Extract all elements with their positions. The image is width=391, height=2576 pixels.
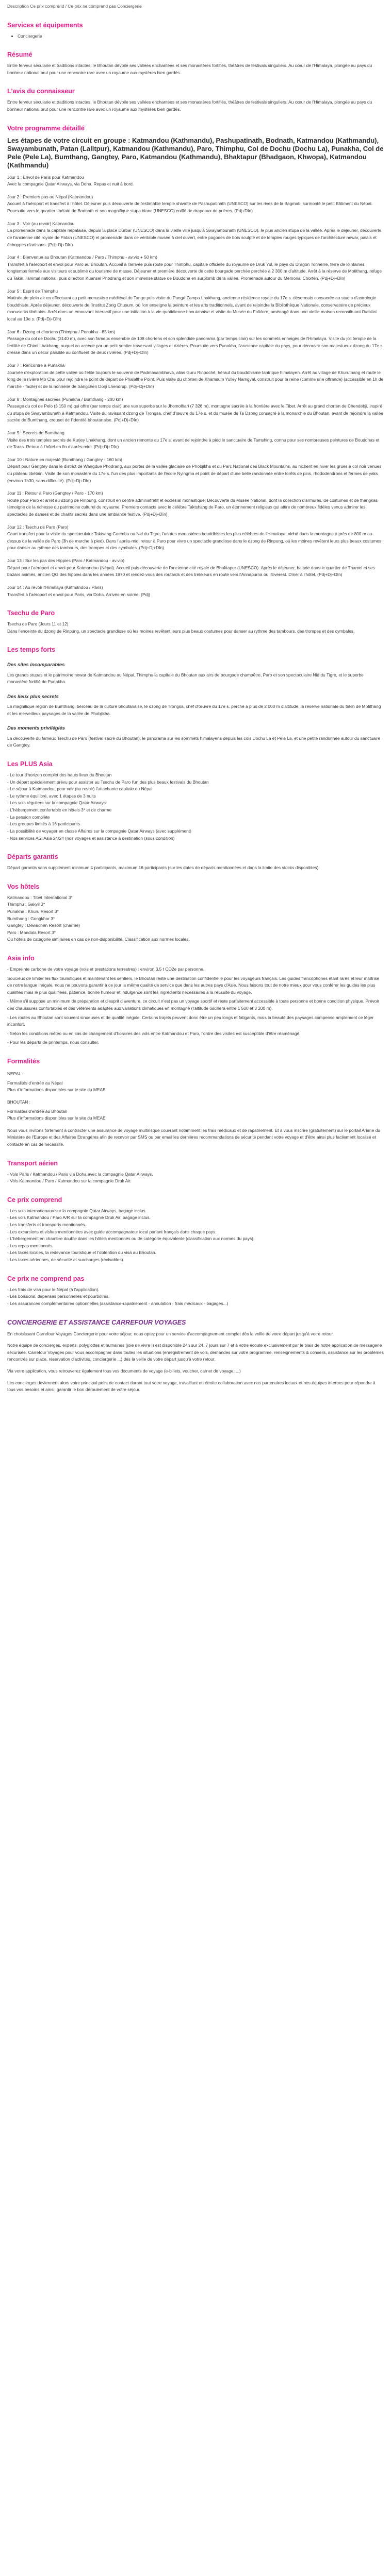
programme-title: Votre programme détaillé	[7, 124, 85, 132]
day-title: Jour 12 : Tsechu de Paro (Paro)	[7, 524, 69, 530]
bhoutan-block	[7, 1108, 384, 1122]
services-list	[18, 33, 384, 40]
formalites-text: Nous vous invitons fortement à contracter une assurance de voyage multirisque couvrant notamment les frais médicaux et de rapatriement. Et à vous inscrire (gratuitement) sur le portail Ariane du Ministère de l'Europe et des Affaires Etrangères afin de recevoir par SMS ou par email les dernières recommandations de sécurité pendant votre voyage et d'être ainsi plus facilement localisé et contacté en cas de nécessité.	[7, 1127, 380, 1147]
circuit-title: Les étapes de votre circuit en groupe : Katmandou (Kathmandu), Pashupatinath, Bodnath, Katmandou (Kathmandu), Swayambunath, Patan (Lalitpur), Katmandou (Kathmandu), Paro, Thimphu, Col de Dochu (Dochu La), Punakha, Col de Pele (Pele La), Bumthang, Gangtey, Paro, Katmandou (Kathmandu), Bhaktapur (Bhadgaon, Khwopa), Katmandou (Kathmandu)	[7, 136, 384, 170]
resume-title: Résumé	[7, 51, 32, 59]
resume-text: Entre ferveur sécularie et traditions intactes, le Bhoutan dévoile ses vallées enchantées et ses monastères fortifiés, théâtres de festivals singuliers. Au cœur de l'Himalaya, plongée au pays du bonheur national brut pour une rencontre rare avec un royaume aux mystères bien gardés.	[7, 63, 372, 75]
temps-fort-text: Les grands stupas et le patrimoine newar de Katmandou au Népal, Thimphu la capitale du Bhoutan aux airs de bourgade champêtre, Paro et son spectaculaire Nid du Tigre, et le superbe monastère fortifié de Punakha.	[7, 672, 364, 685]
day-item	[7, 254, 384, 282]
bhoutan-link-entry[interactable]: Formalités d'entrée au Bhoutan	[7, 1108, 68, 1114]
day-title: Jour 8 : Montagnes sacrées (Punakha / Bumthang - 200 km)	[7, 396, 123, 402]
day-item	[7, 221, 384, 248]
prix-comprend-item: - Les taxes locales, la redevance touristique et l'obtention du visa au Bhoutan.	[7, 1250, 156, 1256]
temps-fort-text: La magnifique région de Bumthang, berceau de la culture bhoutanaise, le dzong de Trongsa, chef d'œuvre du 17e s. perché à plus de 2 000 m d'altitude, la réserve nationale du takin de Motithang et les merveilleux paysages de la vallée de Phobjikha.	[7, 704, 381, 716]
tsechu-line: Tsechu de Paro (Jours 11 et 12)	[7, 621, 69, 627]
hotel-item: Ou hôtels de catégorie similaires en cas de non-disponibilité. Classification aux normes locales.	[7, 937, 190, 942]
plus-asia-title: Les PLUS Asia	[7, 760, 53, 768]
hotel-item: Thimphu : Gakyil 3*	[7, 902, 45, 907]
day-title: Jour 2 : Premiers pas au Népal (Katmandou)	[7, 194, 93, 199]
asia-info-item: - Les routes au Bhoutan sont souvent sinueuses et de qualité inégale. Certains trajets peuvent donc être un peu longs et fatigants, mais la beauté des paysages compense amplement ce léger inconfort.	[7, 1014, 374, 1027]
day-title: Jour 13 : Sur les pas des Hippies (Paro / Katmandou - av.vio)	[7, 558, 125, 564]
conciergerie-p2: Notre équipe de concierges, experts, polyglottes et humaines (joie de vivre !) est disponible 24h sur 24, 7 jours sur 7 et à votre écoute exclusivement par le biais de notre application de messagerie sécurisée. Carrefour Voyages pour vous accompagner dans toutes les situations (enregistrement de vols, demandes sur votre programme, renseignements & conseils, assistance sur les problèmes rencontrés sur place, réservation d'activités, conciergerie ...) dès la veille de votre départ jusqu'à votre retour.	[7, 1343, 384, 1362]
day-text: Transfert à l'aéroport et envol pour Paris, via Doha. Arrivée en soirée. (Pdj)	[7, 591, 150, 597]
bhoutan-label: BHOUTAN :	[7, 1099, 30, 1105]
temps-forts-title: Les temps forts	[7, 646, 56, 654]
day-text: Route pour Paro et arrêt au dzong de Rinpung, construit en centre administratif et ecclésial monastique. Découverte du Musée National, dont la collection d'armures, de costumes et de thangkas témoigne de la richesse du patrimoine culturel du royaume. Premiers contacts avec le célèbre Taktshang de Paro, un étonnement religieux qui attire de nombreux fidèles venus admirer les spectacles de danses et de chants sacrés dans une ambiance festive. (Pdj+Dj+Dîn)	[7, 497, 378, 517]
transport-item: - Vols Paris / Katmandou / Paris via Doha avec la compagnie Qatar Airways.	[7, 1171, 153, 1177]
nepal-link-meae[interactable]: Plus d'informations disponibles sur le site du MEAE	[7, 1087, 106, 1093]
hotel-item: Katmandou : Tibet International 3*	[7, 894, 73, 900]
asia-info-item: - Pour les départs de printemps, nous consulter.	[7, 1040, 99, 1045]
nepal-label: NEPAL :	[7, 1071, 24, 1077]
plus-asia-item: - Le tour d'horizon complet des hauts lieux du Bhoutan	[7, 772, 112, 778]
day-text: Passage du col de Pelo (3 150 m) qui offre (par temps clair) une vue superbe sur le Jhomolhari (7 326 m), montagne sacrée à la frontière avec le Tibet. Arrêt au grand chorten de Chendebji, inspiré du stupa de Swayambunath à Katmandou. Visite du ravissant dzong de Trongsa, chef d'œuvre du 17e s. et du musée de Ta Dzong consacré à la monarchie du Bhoutan, avant de rejoindre la vallée sacrée de Bumthang, creuset de l'identité bhoutanaise. (Pdj+Dj+Dîn)	[7, 403, 383, 423]
day-title: Jour 5 : Esprit de Thimphu	[7, 288, 58, 294]
hotel-item: Gangtey : Dewachen Resort (charme)	[7, 923, 80, 928]
day-item	[7, 524, 384, 552]
day-text: La promenade dans la capitale népalaise, depuis la place Durbar (UNESCO) dans la vieille ville jusqu'à Swayambunath (UNESCO), le plus ancien stupa de la vallée. Après le déjeuner, découverte de l'ancienne cité royale de Patan (UNESCO) et promenade dans ce véritable musée à ciel ouvert, entre pagodes de bois sculpté et de temples rouges typiques de l'architecture newar, palais et échoppes d'artisans. (Pdj+Dj+Dîn)	[7, 228, 382, 247]
day-text: Court transfert pour la visite du spectaculaire Taktsang Goemba ou Nid du Tigre, l'un des monastères bouddhistes les plus célèbres de l'Himalaya, niché dans la montagne à près de 800 m au-dessus de la vallée de Paro (3h de marche à pied). Dans l'après-midi retour à Paro pour vivre un spectacle grandiose dans le dzong de Rinpung, où les moines revêtent leurs plus beaux costumes pour danser au rythme des tambours, des trompes et des cymbales. (Pdj+Dj+Dîn)	[7, 531, 382, 551]
prix-comprend-item: - Les taxes aériennes, de sécurité et surcharges (révisables).	[7, 1257, 124, 1263]
transport-title: Transport aérien	[7, 1159, 58, 1167]
avis-text: Entre ferveur sécularie et traditions intactes, le Bhoutan dévoile ses vallées enchantées et ses monastères fortifiés, théâtres de festivals singuliers. Au cœur de l'Himalaya, plongée au pays du bonheur national brut pour une rencontre rare avec un royaume aux mystères bien gardés.	[7, 99, 372, 112]
header-line: Description Ce prix comprend / Ce prix ne comprend pas Conciergerie	[7, 4, 142, 9]
plus-asia-item: - Un départ spécialement prévu pour assister au Tsechu de Paro l'un des plus beaux festivals du Bhoutan	[7, 779, 209, 785]
plus-asia-item: - La possibilité de voyager en classe Affaires sur la compagnie Qatar Airways (avec supplément)	[7, 828, 191, 834]
temps-fort-text: La découverte du fameux Tsechu de Paro (festival sacré du Bhoutan), le panorama sur les sommets himalayens depuis les cols Dochu La et Pele La, et une petite randonnée autour du sanctuaire de Gangtey.	[7, 735, 381, 748]
plus-asia-item: - Le rythme équilibré, avec 1 étapes de 3 nuits	[7, 793, 96, 799]
prix-comprend-item: - Les vols internationaux sur la compagnie Qatar Airways, bagage inclus.	[7, 1208, 147, 1213]
prix-comprend-list	[7, 1208, 384, 1264]
day-item	[7, 174, 384, 188]
day-item	[7, 362, 384, 390]
plus-asia-item: - Le séjour à Katmandou, pour voir (ou revoir) l'attachante capitale du Népal	[7, 786, 153, 792]
hotels-list	[7, 894, 384, 943]
tsechu-line: Dans l'enceinte du dzong de Rinpung, un spectacle grandiose où les moines revêtent leurs plus beaux costumes pour danser au rythme des tambours, des trompes et des cymbales.	[7, 628, 355, 634]
prix-comprend-item: - Les vols Katmandou / Paro A/R sur la compagnie Druk Air, bagage inclus.	[7, 1215, 151, 1221]
day-text: Passage du col de Dochu (3140 m), avec son fameux ensemble de 108 chortens et son splendide panorama (par temps clair) sur les sommets enneigés de l'Himalaya. Visite du joli temple de la fertilité de Chimi Lhakhang, auquel on accède par un petit sentier traversant villages et rizières. Poursuite vers Punakha, l'ancienne capitale du pays, pour découvrir son majestueux dzong du 17e s. dressé dans un décor paisible au confluent de deux rivières. (Pdj+Dj+Dîn)	[7, 336, 384, 355]
nepal-block	[7, 1080, 384, 1094]
services-item: • Conciergerie	[18, 33, 384, 40]
tsechu-title: Tsechu de Paro	[7, 609, 55, 617]
day-text: Départ pour Gangtey dans le district de Wangdue Phodrang, aux portes de la vallée glaciaire de Phobjikha et du Parc National des Black Mountains, au nichent en hiver les grues à col noir venues du plateau tibétain. Visite de son monastère du 17e s. l'un des plus importants de l'école Nyingma et point de départ d'une belle randonnée entre forêts de pins, rhododendrons et fermes de yaks (environ 1h30, sans difficulté). (Pdj+Dj+Dîn)	[7, 464, 382, 483]
asia-info-title: Asia info	[7, 955, 35, 962]
asia-info-item: Soucieux de limiter les flux touristiques et maintenant les sentiers, le Bhoutan reste une destination confidentielle pour les voyageurs français. Les guides francophones étant rares et leur maîtrise de notre langue inégale, nous ne pouvons garantir à ce jour la même qualité de service que dans les autres pays d'Asie. Nous faisons tout de notre mieux pour vous conférer les guides les plus qualifiés mais le plus qualifiées, patience, bonne humeur et indulgence sont les ingrédients nécessaires à la réussite du voyage.	[7, 975, 380, 995]
day-item	[7, 430, 384, 451]
temps-fort-heading: Des moments privilégiés	[7, 725, 65, 732]
conciergerie-p3: Via votre application, vous retrouverez également tous vos documents de voyage (e-billets, voucher, carnet de voyage, ...)	[7, 1368, 241, 1374]
prix-comprend-item: - Les transferts et transports mentionnés.	[7, 1222, 86, 1228]
conciergerie-title: CONCIERGERIE ET ASSISTANCE CARREFOUR VOYAGES	[7, 1318, 186, 1326]
departs-text: Départ garantis sans supplément minimum 4 participants, maximum 16 participants (sur les dates de départs mentionnées et dans la limite des stocks disponibles)	[7, 865, 319, 871]
asia-info-item: - Selon les conditions météo ou en cas de changement d'horaires des vols entre Katmandou et Paro, l'ordre des visites est susceptible d'être réaménagé.	[7, 1030, 301, 1036]
temps-forts-list	[7, 662, 384, 749]
day-item	[7, 557, 384, 579]
day-title: Jour 14 : Au revoir l'Himalaya (Katmandou / Paris)	[7, 584, 103, 590]
hotel-item: Bumthang : Gongkhar 3*	[7, 916, 55, 921]
transport-item: - Vols Katmandou / Paro / Katmandou sur la compagnie Druk Air.	[7, 1178, 132, 1184]
transport-list	[7, 1171, 384, 1185]
asia-info-list	[7, 966, 384, 1046]
prix-comprend-item: - Les excursions et visites mentionnées avec guide accompagnateur local parlant français dans chaque pays.	[7, 1229, 217, 1234]
tsechu-text	[7, 621, 384, 635]
prix-comprend-item: - Les repas mentionnés.	[7, 1243, 54, 1248]
plus-asia-item: - La pension complète	[7, 814, 50, 820]
day-item	[7, 194, 384, 215]
prix-ne-comprend-title: Ce prix ne comprend pas	[7, 1275, 85, 1282]
plus-asia-item: - L'hébergement confortable en hôtels 3* et de charme	[7, 807, 112, 813]
day-item	[7, 584, 384, 598]
prix-ne-comprend-list	[7, 1286, 384, 1308]
day-title: Jour 1 : Envol de Paris pour Katmandou	[7, 174, 84, 180]
day-text: Avec la compagnie Qatar Airways, via Doha. Repas et nuit à bord.	[7, 181, 134, 187]
temps-fort-heading: Des sites incomparables	[7, 662, 65, 668]
day-text: Transfert à l'aéroport et envol pour Paro au Bhoutan. Accueil à l'arrivée puis route pour Thimphu, capitale officielle du royaume de Druk Yul, le pays du Dragon Tonnerre, terre de lointaines longtemps fermée aux visiteurs et sublimé du tourisme de masse. Déjeuner et première découverte de cette bourgade perchée perchée à 2 300 m d'altitude. Arrêt à la réserve de Motithang, refuge du Takin, l'animal national, puis direction Kuensel Phodrang et son immense statue de Bouddha en surplomb de la vallée. Promenade autour du Memorial Chorten. (Pdj+Dj+Dîn)	[7, 261, 382, 281]
day-title: Jour 11 : Retour à Paro (Gangtey / Paro - 170 km)	[7, 490, 103, 496]
day-text: Visite des trois temples sacrés de Kurjey Lhakhang, dont un ancien remonte au 17e s. avant de rejoindre à pied le sanctuaire de Tamshing, connu pour ses nombreuses peintures de Bouddhas et de Taras. Retour à l'hôtel en fin d'après-midi. (Pdj+Dj+Dîn)	[7, 437, 380, 450]
hotels-title: Vos hôtels	[7, 883, 40, 890]
prix-ne-comprend-item: - Les frais de visa pour le Népal (à l'application).	[7, 1286, 100, 1292]
nepal-link-entry[interactable]: Formalités d'entrée au Népal	[7, 1080, 63, 1086]
bhoutan-link-meae[interactable]: Plus d'informations disponibles sur le site du MEAE	[7, 1115, 106, 1121]
day-text: Accueil à l'aéroport et transfert à l'hôtel. Déjeuner puis découverte de l'estimable temple shivaïte de Pashupatinath (UNESCO) sur les rives de la Bagmati, surmonté le petit Bâtiment du Népal. Poursuite vers le quartier tibétain de Bodnath et son magnifique stupa blanc (UNESCO) coiffé de drapeaux de prières. (Pdj+Dîn)	[7, 201, 373, 214]
conciergerie-p1: En choisissant Carrefour Voyages Conciergerie pour votre séjour, nous optez pour un service d'accompagnement complet dès la veille de votre départ jusqu'à votre retour.	[7, 1331, 334, 1336]
prix-comprend-title: Ce prix comprend	[7, 1196, 62, 1204]
plus-asia-item: - Nos services ASI Asia 24/24 (nos voyages et assistance à destination (sous condition)	[7, 835, 175, 841]
day-title: Jour 4 : Bienvenue au Bhoutan (Katmandou / Paro / Thimphu - av.vio + 50 km)	[7, 255, 157, 260]
day-item	[7, 456, 384, 484]
formalites-title: Formalités	[7, 1058, 40, 1065]
day-item	[7, 288, 384, 323]
day-title: Jour 9 : Secrets de Bumthang	[7, 430, 64, 435]
day-title: Jour 3 : Voir (au revoir) Katmandou	[7, 221, 75, 226]
hotel-item: Punakha : Khuru Resort 3*	[7, 908, 59, 914]
day-item	[7, 329, 384, 357]
day-title: Jour 10 : Nature en majesté (Bumthang / Gangtey - 160 km)	[7, 456, 122, 462]
prix-comprend-item: - L'hébergement en chambre double dans les hôtels mentionnés ou de catégorie équivalente (classification aux normes du pays).	[7, 1236, 255, 1242]
day-item	[7, 490, 384, 518]
day-item	[7, 396, 384, 424]
services-title: Services et équipements	[7, 21, 83, 29]
temps-fort-heading: Des lieux plus secrets	[7, 693, 59, 700]
prix-ne-comprend-item: - Les boissons, dépenses personnelles et pourboires.	[7, 1294, 110, 1299]
plus-asia-list	[7, 772, 384, 842]
prix-ne-comprend-item: - Les assurances complémentaires optionnelles (assistance-rapatriement - annulation - frais médicaux - bagages...)	[7, 1300, 229, 1306]
conciergerie-p4: Les concierges deviennent alors votre principal point de contact durant tout votre voyage, travaillant en étroite collaboration avec nos partenaires locaux et nos équipes internes pour répondre à tous vos besoins et ainsi, garantir le bon déroulement de votre séjour.	[7, 1380, 376, 1393]
day-text: Journée d'exploration de cette vallée où l'élite toujours le souvenir de Padmasambhava, alias Guru Rinpoché, héraut du bouddhisme tantrique himalayen. Arrêt au village de Khuruthang et route le long de la rivière Mo Chu pour rejoindre le point de départ de Phalalthe Point. Puis visite du chorten de Khamsum Yulley Namgyal, construit pour la reine (comme une offrande) (accessible en 1h de marche - facile) et de la nonnerie de Sangchen Dorji Lhendrup. (Pdj+Dj+Dîn)	[7, 369, 384, 389]
plus-asia-item: - Les groupes limités à 16 participants	[7, 821, 80, 827]
departs-title: Départs garantis	[7, 853, 58, 861]
asia-info-item: - Empreinte carbone de votre voyage (vols et prestations terrestres) : environ 3,5 t CO2e par personne.	[7, 967, 205, 972]
avis-title: L'avis du connaisseur	[7, 88, 75, 95]
day-text: Matinée de plein air en effectuant au petit monastère médiéval de Tango puis visite du Pangri Zampa Lhakhang, ancienne résidence royale du 17e s. désormais consacrée au studio d'astrologie bouddhiste. Après déjeuner, découverte de l'institut Zorig Chusum, où l'on enseigne la peinture et les arts traditionnels, avant de rejoindre la Bibliothèque Nationale, conservatoire de précieux manuscrits tibétains. Arrêt dans un émouvant interactif pour une initiation à la vie quotidienne bhoutanaise et visite du Musée du Folklore, aménagé dans une vieille maison reconstituant l'habitat local au 19e s. (Pdj+Dj+Dîn)	[7, 295, 377, 322]
plus-asia-item: - Les vols réguliers sur la compagnie Qatar Airways	[7, 800, 106, 806]
hotel-item: Paro : Mandala Resort 3*	[7, 929, 56, 935]
days-list	[7, 174, 384, 598]
day-text: Départ pour l'aéroport et envol pour Katmandou (Népal). Accueil puis découverte de l'ancienne cité royale de Bhaktapur (UNESCO). Après le déjeuner, balade dans le quartier de Thamel et ses bazars animés, ancien QG des hippies dans les années 1970 et rendez-vous des routards et des trekkeurs en route vers l'Annapurna ou l'Everest. Dîner à l'hôtel. (Pdj+Dj+Dîn)	[7, 565, 376, 578]
day-title: Jour 6 : Dzong et chortens (Thimphu / Punakha - 85 km)	[7, 329, 116, 334]
day-title: Jour 7 : Rencontre à Punakha	[7, 363, 65, 368]
asia-info-item: - Même s'il suppose un minimum de préparation et d'esprit d'aventure, ce circuit n'est pas un voyage sportif et reste parfaitement accessible à toute personne et bonne condition physique. Prévoir des chaussures confortables et des vêtements adaptés aux variations climatiques en montagne (l'altitude oscillera entre 1 500 et 3 200 m).	[7, 998, 379, 1011]
